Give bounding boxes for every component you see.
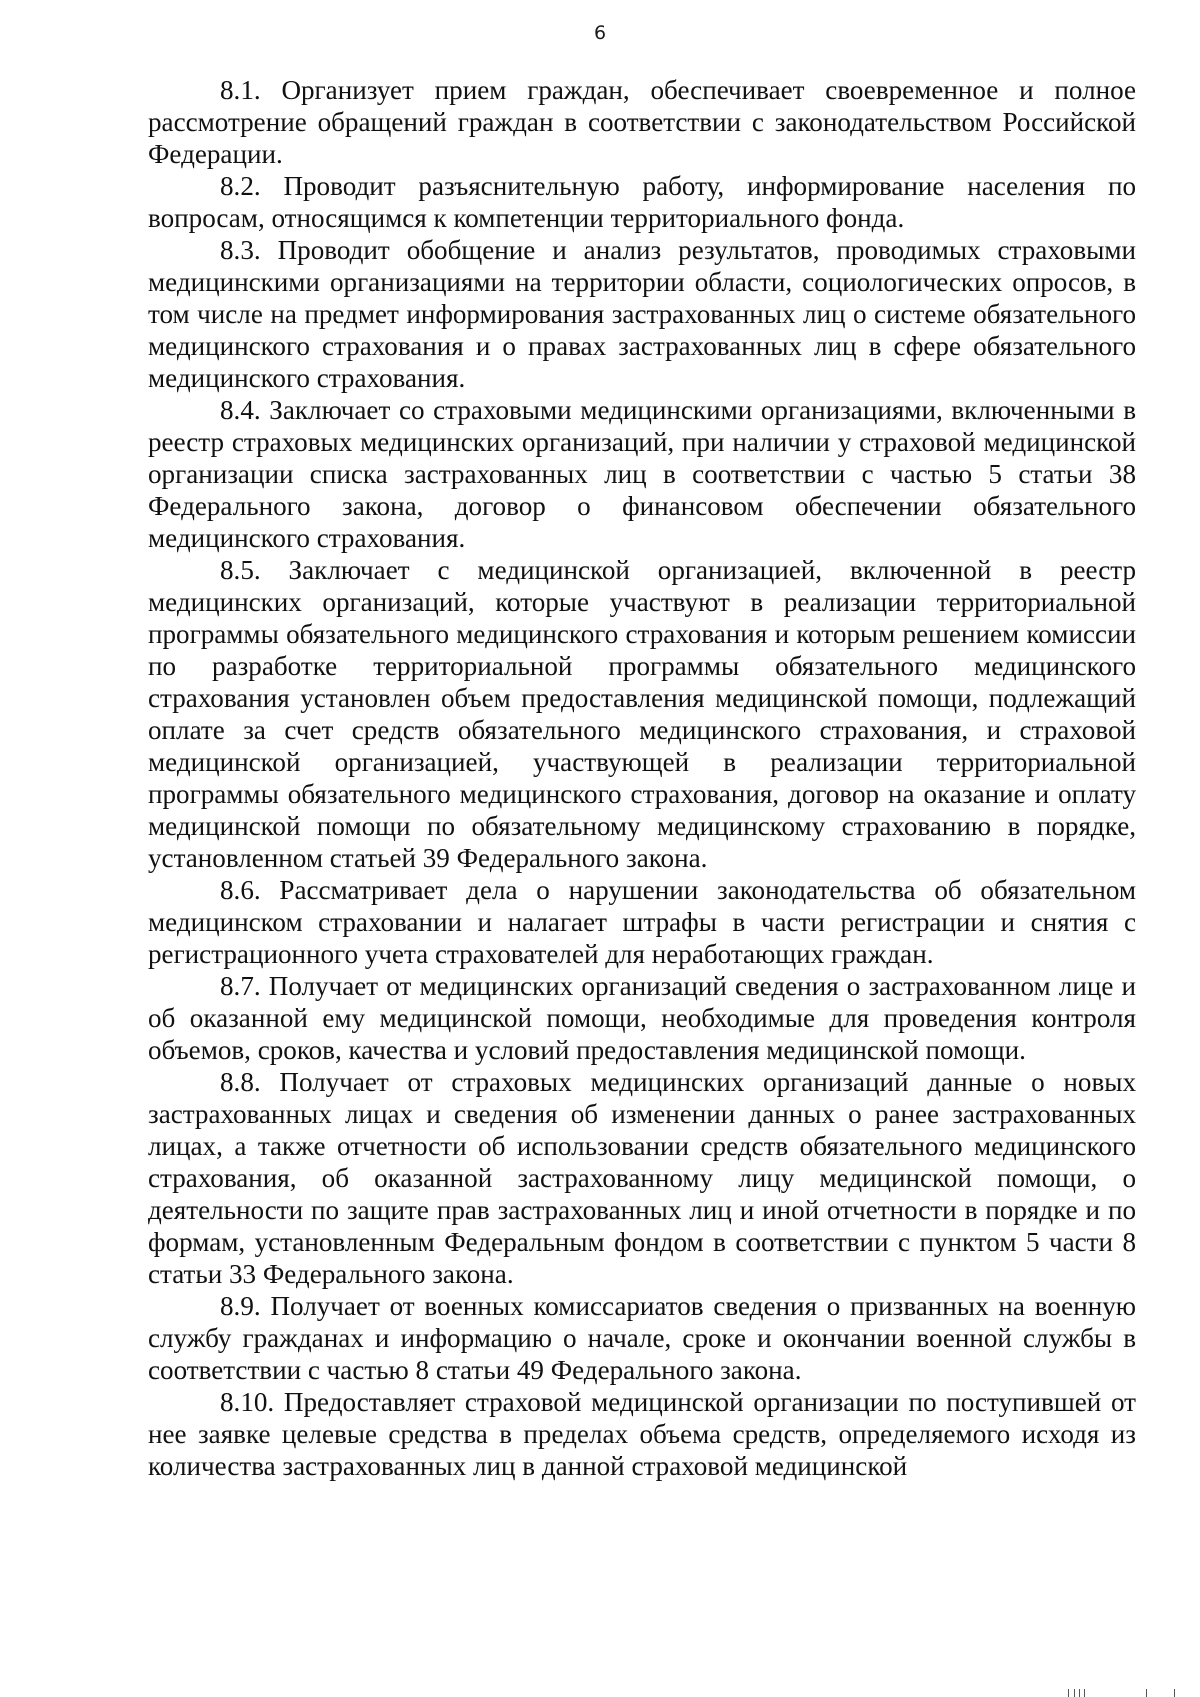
- paragraph-8-2: 8.2. Проводит разъяснительную работу, информирование населения по вопросам, относящимся к компетенции территориального фонда.: [148, 171, 1136, 233]
- document-body: [148, 74, 1136, 1482]
- paragraph-8-6: 8.6. Рассматривает дела о нарушении законодательства об обязательном медицинском страховании и налагает штрафы в части регистрации и снятия с регистрационного учета страхователей для неработающих граждан.: [148, 875, 1136, 969]
- paragraph-8-3: 8.3. Проводит обобщение и анализ результатов, проводимых страховыми медицинскими организациями на территории области, социологических опросов, в том числе на предмет информирования застрахованных лиц о системе обязательного медицинского страхования и о правах застрахованных лиц в сфере обязательного медицинского страхования.: [148, 235, 1136, 393]
- paragraph-8-8: 8.8. Получает от страховых медицинских организаций данные о новых застрахованных лицах и сведения об изменении данных о ранее застрахованных лицах, а также отчетности об использовании средств обязательного медицинского страхования, об оказанной застрахованному лицу медицинской помощи, о деятельности по защите прав застрахованных лиц и иной отчетности в порядке и по формам, установленным Федеральным фондом в соответствии с пунктом 5 части 8 статьи 33 Федерального закона.: [148, 1067, 1136, 1289]
- paragraph-8-10: 8.10. Предоставляет страховой медицинской организации по поступившей от нее заявке целевые средства в пределах объема средств, определяемого исходя из количества застрахованных лиц в данной страховой медицинской: [148, 1387, 1136, 1481]
- page-number: 6: [593, 22, 607, 44]
- paragraph-8-4: 8.4. Заключает со страховыми медицинскими организациями, включенными в реестр страховых медицинских организаций, при наличии у страховой медицинской организации списка застрахованных лиц в соответствии с частью 5 статьи 38 Федерального закона, договор о финансовом обеспечении обязательного медицинского страхования.: [148, 395, 1136, 553]
- paragraph-8-9: 8.9. Получает от военных комиссариатов сведения о призванных на военную службу гражданах и информацию о начале, сроке и окончании военной службы в соответствии с частью 8 статьи 49 Федерального закона.: [148, 1291, 1136, 1385]
- paragraph-8-5: 8.5. Заключает с медицинской организацией, включенной в реестр медицинских организаций, которые участвуют в реализации территориальной программы обязательного медицинского страхования и которым решением комиссии по разработке территориальной программы обязательного медицинского страхования установлен объем предоставления медицинской помощи, подлежащий оплате за счет средств обязательного медицинского страхования, и страховой медицинской организацией, участвующей в реализации территориальной программы обязательного медицинского страхования, договор на оказание и оплату медицинской помощи по обязательному медицинскому страхованию в порядке, установленном статьей 39 Федерального закона.: [148, 555, 1136, 873]
- paragraph-8-1: 8.1. Организует прием граждан, обеспечивает своевременное и полное рассмотрение обращений граждан в соответствии с законодательством Российской Федерации.: [148, 75, 1136, 169]
- scan-edge-marks: [1062, 1687, 1182, 1697]
- paragraph-8-7: 8.7. Получает от медицинских организаций сведения о застрахованном лице и об оказанной ему медицинской помощи, необходимые для проведения контроля объемов, сроков, качества и условий предоставления медицинской помощи.: [148, 971, 1136, 1065]
